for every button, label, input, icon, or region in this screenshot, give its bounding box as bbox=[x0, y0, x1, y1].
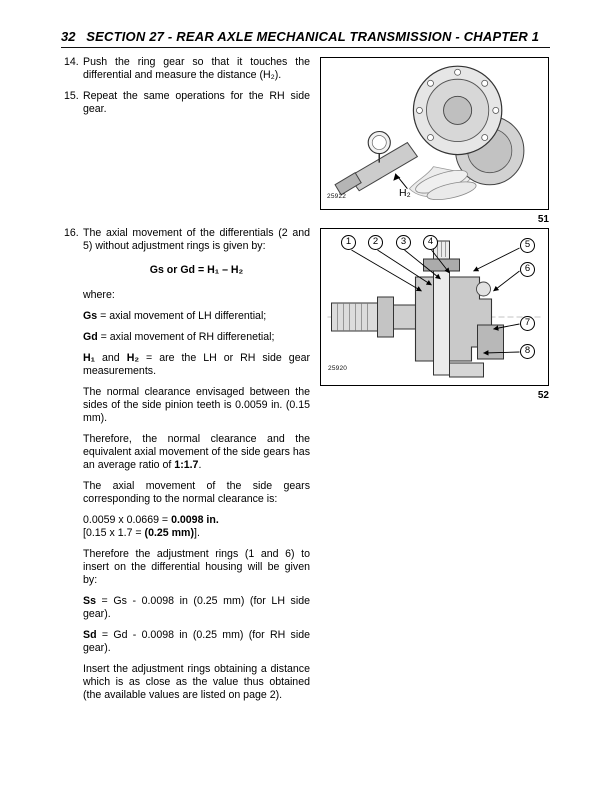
photo-id-51: 25922 bbox=[327, 193, 347, 200]
steps-14-15 bbox=[64, 56, 310, 124]
ss-equation bbox=[83, 595, 310, 621]
sd-term: Sd bbox=[83, 629, 97, 641]
callout-2: 2 bbox=[368, 235, 383, 250]
figure-52-caption: 52 bbox=[537, 390, 549, 401]
calc-mm bbox=[83, 527, 310, 540]
sd-equation bbox=[83, 629, 310, 655]
figure-51-caption: 51 bbox=[537, 214, 549, 225]
photo-id-52: 25920 bbox=[328, 365, 348, 372]
ratio-post: . bbox=[198, 459, 202, 471]
page-number: 32 bbox=[61, 29, 76, 44]
callout-1: 1 bbox=[341, 235, 356, 250]
gd-term: Gd bbox=[83, 331, 98, 343]
step-14 bbox=[64, 56, 310, 82]
callout-7: 7 bbox=[520, 316, 535, 331]
h2-measure-label: H₂ bbox=[399, 187, 411, 199]
section-title: SECTION 27 - REAR AXLE MECHANICAL TRANSMISSION - CHAPTER 1 bbox=[86, 29, 540, 44]
insert-paragraph: Insert the adjustment rings obtaining a distance which is as close as the value thus obtained (the available values are listed on page 2). bbox=[83, 663, 310, 701]
fig51-illustration bbox=[321, 58, 548, 209]
calc-mm-post: ]. bbox=[194, 527, 200, 539]
clearance-paragraph: The normal clearance envisaged between the sides of the side pinion teeth is 0.0059 in. (0.15 mm). bbox=[83, 386, 310, 424]
sd-rest: = Gd - 0.0098 in (0.25 mm) (for RH side gear). bbox=[83, 629, 310, 654]
calc-mm-pre: [0.15 x 1.7 = bbox=[83, 527, 145, 539]
where-label: where: bbox=[83, 289, 115, 301]
gd-definition bbox=[83, 331, 310, 344]
h-rest: = are the LH or RH side gear measurements. bbox=[83, 352, 311, 377]
step-15 bbox=[64, 90, 310, 116]
step-16 bbox=[64, 227, 310, 253]
formula-text: Gs or Gd = H₁ – H₂ bbox=[149, 264, 244, 276]
ss-rest: = Gs - 0.0098 in (0.25 mm) (for LH side gear). bbox=[83, 595, 310, 620]
calc-inches bbox=[83, 514, 310, 527]
figure-52 bbox=[320, 228, 549, 386]
axial-paragraph: The axial movement of the side gears corresponding to the normal clearance is: bbox=[83, 480, 310, 505]
step-14-text: Push the ring gear so that it touches the differential and measure the distance (H₂). bbox=[83, 56, 310, 81]
ratio-paragraph bbox=[83, 433, 310, 472]
h2-term: H₂ bbox=[126, 352, 140, 364]
axial-movement-formula bbox=[83, 264, 310, 277]
callout-5: 5 bbox=[520, 238, 535, 253]
step-15-number: 15. bbox=[64, 90, 79, 102]
figure-51 bbox=[320, 57, 549, 210]
step-14-number: 14. bbox=[64, 56, 79, 68]
gs-term: Gs bbox=[83, 310, 98, 322]
ss-term: Ss bbox=[83, 595, 96, 607]
callout-4: 4 bbox=[423, 235, 438, 250]
h-mid: and bbox=[95, 352, 127, 364]
step-16-body bbox=[64, 227, 310, 710]
ratio-pre: Therefore, the normal clearance and the equivalent axial movement of the side gears has an average ratio of bbox=[83, 433, 310, 471]
calc-inches-pre: 0.0059 x 0.0669 = bbox=[83, 514, 172, 526]
gd-rest: = axial movement of RH differenetial; bbox=[97, 331, 275, 343]
callout-8: 8 bbox=[520, 344, 535, 359]
h-definition bbox=[83, 352, 310, 378]
gs-rest: = axial movement of LH differential; bbox=[97, 310, 267, 322]
callout-6: 6 bbox=[520, 262, 535, 277]
ratio-value: 1:1.7 bbox=[174, 459, 199, 471]
callout-3: 3 bbox=[396, 235, 411, 250]
calc-mm-result: (0.25 mm) bbox=[144, 527, 195, 539]
gs-definition bbox=[83, 310, 310, 323]
calc-inches-result: 0.0098 in. bbox=[171, 514, 219, 526]
page-header bbox=[61, 30, 550, 48]
step-16-text: The axial movement of the differentials (2 and 5) without adjustment rings is given by: bbox=[83, 227, 310, 252]
rings-paragraph: Therefore the adjustment rings (1 and 6) to insert on the differential housing will be given by: bbox=[83, 548, 310, 586]
step-15-text: Repeat the same operations for the RH side gear. bbox=[83, 90, 310, 115]
step-16-number: 16. bbox=[64, 227, 79, 239]
fig52-illustration bbox=[321, 229, 548, 385]
h1-term: H₁ bbox=[83, 352, 96, 364]
